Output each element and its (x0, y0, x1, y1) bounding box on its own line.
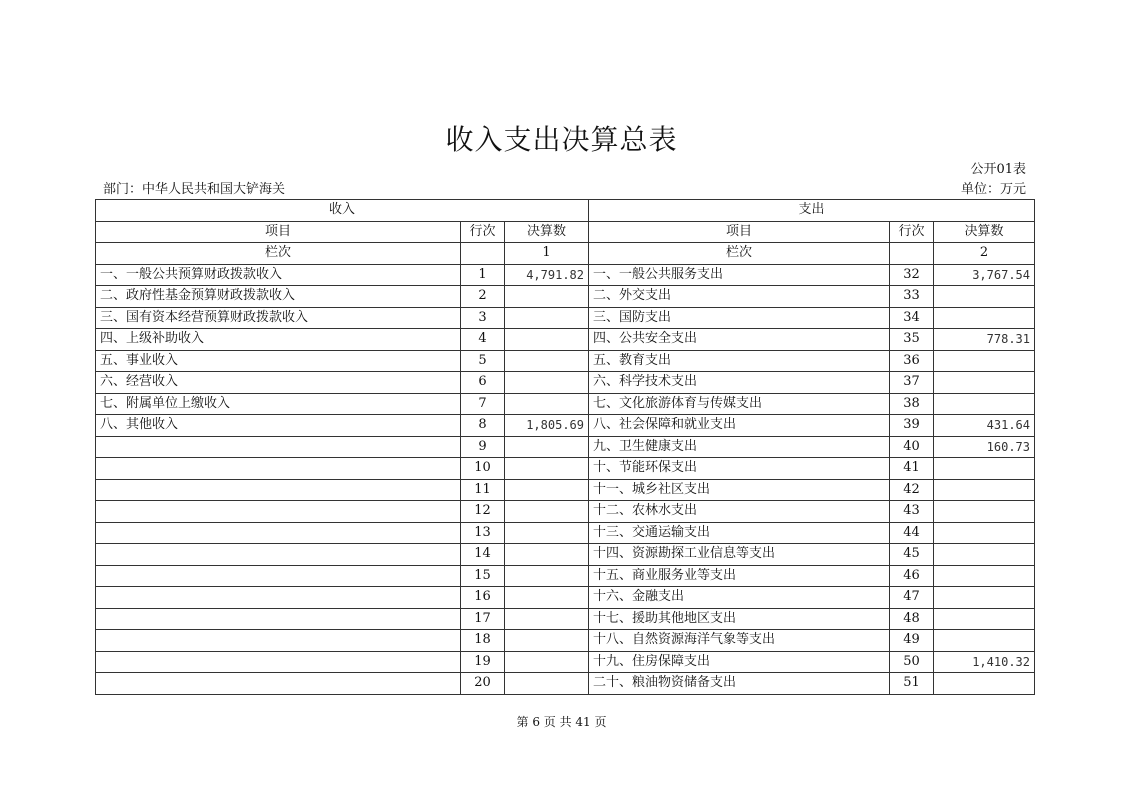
table-row (96, 415, 1035, 437)
table-row (96, 608, 1035, 630)
expense-row-no-cell: 43 (890, 501, 934, 523)
form-number: 公开01表 (970, 162, 1026, 177)
income-item-cell (96, 673, 461, 695)
income-row-no-cell: 13 (461, 522, 505, 544)
income-column-number: 1 (505, 243, 589, 265)
income-row-no-cell: 14 (461, 544, 505, 566)
income-item-cell (96, 544, 461, 566)
income-item-cell (96, 651, 461, 673)
income-expense-table (95, 199, 1035, 695)
table-row (96, 436, 1035, 458)
expense-item-cell: 十八、自然资源海洋气象等支出 (589, 630, 890, 652)
expense-row-no-cell: 51 (890, 673, 934, 695)
expense-amount-cell (934, 479, 1035, 501)
expense-amount-cell (934, 307, 1035, 329)
expense-item-cell: 三、国防支出 (589, 307, 890, 329)
income-row-no-cell: 18 (461, 630, 505, 652)
expense-amount-cell (934, 372, 1035, 394)
income-amount-cell (505, 673, 589, 695)
expense-amount-header: 决算数 (934, 221, 1035, 243)
table-header-row-3 (96, 243, 1035, 265)
income-amount-cell (505, 329, 589, 351)
expense-item-cell: 十二、农林水支出 (589, 501, 890, 523)
expense-amount-cell (934, 608, 1035, 630)
expense-row-no-cell: 46 (890, 565, 934, 587)
income-row-no-cell: 10 (461, 458, 505, 480)
expense-item-cell: 十七、援助其他地区支出 (589, 608, 890, 630)
expense-item-cell: 二、外交支出 (589, 286, 890, 308)
income-item-cell: 五、事业收入 (96, 350, 461, 372)
income-item-cell: 四、上级补助收入 (96, 329, 461, 351)
expense-amount-cell: 778.31 (934, 329, 1035, 351)
income-item-cell: 六、经营收入 (96, 372, 461, 394)
expense-row-no-cell: 39 (890, 415, 934, 437)
table-row (96, 307, 1035, 329)
expense-row-no-cell: 34 (890, 307, 934, 329)
expense-row-no-cell: 38 (890, 393, 934, 415)
expense-amount-cell (934, 630, 1035, 652)
income-amount-cell: 4,791.82 (505, 264, 589, 286)
table-row (96, 587, 1035, 609)
expense-amount-cell (934, 501, 1035, 523)
income-column-label: 栏次 (96, 243, 461, 265)
expense-row-no-cell: 36 (890, 350, 934, 372)
table-row (96, 565, 1035, 587)
table-row (96, 501, 1035, 523)
income-row-no-cell: 1 (461, 264, 505, 286)
income-amount-cell (505, 286, 589, 308)
expense-item-cell: 七、文化旅游体育与传媒支出 (589, 393, 890, 415)
table-row (96, 458, 1035, 480)
income-amount-cell (505, 565, 589, 587)
expense-item-cell: 九、卫生健康支出 (589, 436, 890, 458)
income-amount-cell (505, 479, 589, 501)
income-amount-cell (505, 458, 589, 480)
income-amount-cell (505, 436, 589, 458)
expense-row-no-cell: 50 (890, 651, 934, 673)
income-amount-cell (505, 372, 589, 394)
expense-item-cell: 十九、住房保障支出 (589, 651, 890, 673)
income-amount-cell (505, 307, 589, 329)
expense-amount-cell: 160.73 (934, 436, 1035, 458)
income-amount-cell (505, 587, 589, 609)
income-item-cell (96, 587, 461, 609)
income-row-no-cell: 16 (461, 587, 505, 609)
income-row-no-cell: 11 (461, 479, 505, 501)
income-item-cell (96, 436, 461, 458)
table-row (96, 350, 1035, 372)
expense-item-cell: 二十、粮油物资储备支出 (589, 673, 890, 695)
income-row-no-cell: 15 (461, 565, 505, 587)
table-row (96, 286, 1035, 308)
income-item-cell: 八、其他收入 (96, 415, 461, 437)
income-item-cell (96, 630, 461, 652)
expense-row-no-cell: 37 (890, 372, 934, 394)
table-row (96, 264, 1035, 286)
expense-amount-cell (934, 350, 1035, 372)
income-item-cell (96, 522, 461, 544)
expense-column-number: 2 (934, 243, 1035, 265)
unit-label: 单位：万元 (960, 182, 1026, 197)
expense-amount-cell (934, 587, 1035, 609)
income-row-no-cell: 5 (461, 350, 505, 372)
expense-amount-cell: 431.64 (934, 415, 1035, 437)
expense-item-cell: 六、科学技术支出 (589, 372, 890, 394)
income-amount-cell (505, 522, 589, 544)
income-item-cell: 三、国有资本经营预算财政拨款收入 (96, 307, 461, 329)
income-row-no-cell: 7 (461, 393, 505, 415)
table-header-row-1 (96, 200, 1035, 222)
expense-row-no-cell: 40 (890, 436, 934, 458)
income-amount-cell (505, 350, 589, 372)
expense-amount-cell: 3,767.54 (934, 264, 1035, 286)
expense-amount-cell (934, 522, 1035, 544)
income-item-cell: 二、政府性基金预算财政拨款收入 (96, 286, 461, 308)
table-row (96, 372, 1035, 394)
income-item-cell (96, 479, 461, 501)
income-item-header: 项目 (96, 221, 461, 243)
income-row-no-cell: 17 (461, 608, 505, 630)
income-row-no-cell: 4 (461, 329, 505, 351)
income-item-cell (96, 458, 461, 480)
expense-item-cell: 四、公共安全支出 (589, 329, 890, 351)
table-row (96, 651, 1035, 673)
expense-item-cell: 十、节能环保支出 (589, 458, 890, 480)
expense-item-cell: 一、一般公共服务支出 (589, 264, 890, 286)
income-amount-cell: 1,805.69 (505, 415, 589, 437)
expense-row-no-cell: 33 (890, 286, 934, 308)
income-row-no-cell: 9 (461, 436, 505, 458)
income-amount-cell (505, 501, 589, 523)
expense-item-cell: 十一、城乡社区支出 (589, 479, 890, 501)
expense-item-cell: 八、社会保障和就业支出 (589, 415, 890, 437)
expense-item-cell: 五、教育支出 (589, 350, 890, 372)
page-footer: 第 6 页 共 41 页 (516, 715, 607, 729)
expense-amount-cell (934, 393, 1035, 415)
income-amount-cell (505, 393, 589, 415)
empty-cell (890, 243, 934, 265)
income-row-no-cell: 3 (461, 307, 505, 329)
table-row (96, 329, 1035, 351)
expense-amount-cell (934, 673, 1035, 695)
expense-item-cell: 十四、资源勘探工业信息等支出 (589, 544, 890, 566)
expense-row-no-cell: 48 (890, 608, 934, 630)
expense-amount-cell (934, 458, 1035, 480)
income-row-no-cell: 2 (461, 286, 505, 308)
page-title: 收入支出决算总表 (445, 123, 678, 156)
income-item-cell: 七、附属单位上缴收入 (96, 393, 461, 415)
department-label: 部门：中华人民共和国大铲海关 (103, 182, 286, 197)
expense-item-cell: 十三、交通运输支出 (589, 522, 890, 544)
expense-row-no-cell: 35 (890, 329, 934, 351)
expense-column-label: 栏次 (589, 243, 890, 265)
expense-row-no-cell: 45 (890, 544, 934, 566)
table-row (96, 673, 1035, 695)
expense-item-cell: 十五、商业服务业等支出 (589, 565, 890, 587)
expense-row-no-cell: 47 (890, 587, 934, 609)
income-amount-cell (505, 544, 589, 566)
expense-row-no-cell: 42 (890, 479, 934, 501)
expense-amount-cell (934, 544, 1035, 566)
income-amount-cell (505, 651, 589, 673)
expense-row-no-header: 行次 (890, 221, 934, 243)
income-item-cell: 一、一般公共预算财政拨款收入 (96, 264, 461, 286)
income-amount-cell (505, 630, 589, 652)
expense-row-no-cell: 44 (890, 522, 934, 544)
expense-row-no-cell: 41 (890, 458, 934, 480)
income-header: 收入 (96, 200, 589, 222)
table-row (96, 393, 1035, 415)
expense-header: 支出 (589, 200, 1035, 222)
income-row-no-cell: 12 (461, 501, 505, 523)
table-row (96, 522, 1035, 544)
income-row-no-cell: 8 (461, 415, 505, 437)
expense-item-cell: 十六、金融支出 (589, 587, 890, 609)
expense-amount-cell (934, 565, 1035, 587)
table-header-row-2 (96, 221, 1035, 243)
table-row (96, 630, 1035, 652)
empty-cell (461, 243, 505, 265)
table-row (96, 479, 1035, 501)
income-row-no-header: 行次 (461, 221, 505, 243)
income-amount-header: 决算数 (505, 221, 589, 243)
income-row-no-cell: 20 (461, 673, 505, 695)
income-row-no-cell: 6 (461, 372, 505, 394)
income-item-cell (96, 565, 461, 587)
table-row (96, 544, 1035, 566)
expense-amount-cell: 1,410.32 (934, 651, 1035, 673)
income-row-no-cell: 19 (461, 651, 505, 673)
expense-row-no-cell: 32 (890, 264, 934, 286)
income-amount-cell (505, 608, 589, 630)
expense-row-no-cell: 49 (890, 630, 934, 652)
expense-amount-cell (934, 286, 1035, 308)
income-item-cell (96, 501, 461, 523)
expense-item-header: 项目 (589, 221, 890, 243)
income-item-cell (96, 608, 461, 630)
